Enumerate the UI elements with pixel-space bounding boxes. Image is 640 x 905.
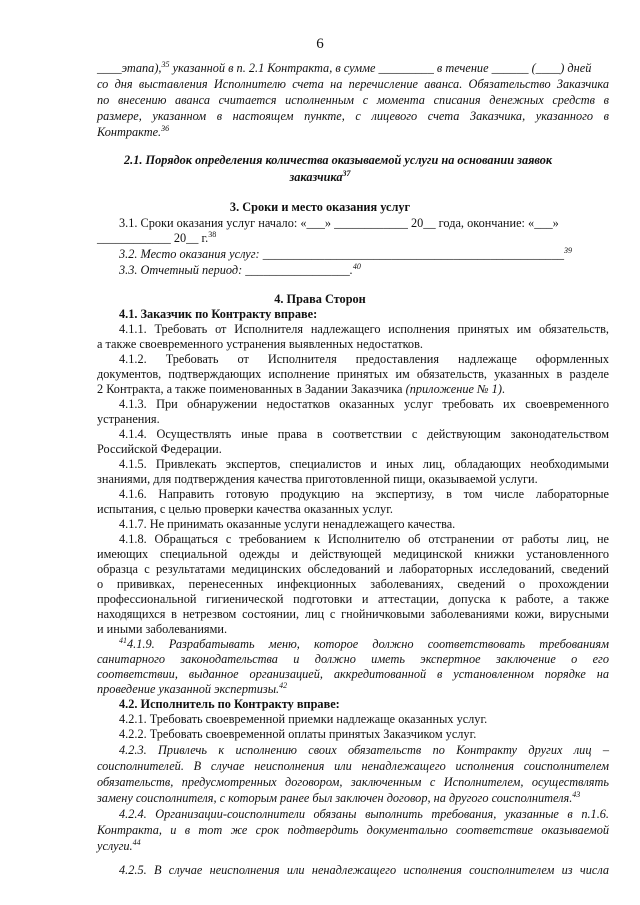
text-span: 4.1.8. Обращаться с требованием к Исполнителю об отстранении от работы лиц, не — [119, 532, 609, 546]
text-span: обязательств, предусмотренных договором, заключенным с Исполнителем, осуществлять — [97, 775, 609, 789]
text-span: 4.1.5. Привлекать экспертов, специалистов и иных лиц, обладающих необходимыми — [119, 457, 609, 471]
text-span: 2 Контракта, а также поименованных в Задании Заказчика — [97, 382, 406, 396]
text-line — [124, 153, 552, 168]
text-span: ____этапа), — [97, 61, 162, 75]
text-line — [97, 622, 227, 637]
text-span: 2.1. Порядок определения количества оказываемой услуги на основании заявок — [124, 153, 553, 167]
text-line — [97, 472, 538, 487]
footnote-marker: 43 — [572, 790, 581, 799]
text-line — [119, 807, 609, 822]
text-line — [97, 502, 393, 517]
text-line — [97, 382, 505, 397]
text-line — [97, 652, 609, 667]
text-span: о прививках, перенесенных инфекционных заболеваниях, сведений о прохождении — [97, 577, 609, 591]
text-span: а также своевременного устранения выявленных недостатков. — [97, 337, 423, 351]
footnote-marker: 40 — [352, 262, 361, 271]
text-span: со дня выставления Исполнителю счета на перечисление аванса. Обязательство Заказчика — [97, 77, 609, 91]
footnote-marker: 44 — [132, 838, 141, 847]
text-span: указанной в п. 2.1 Контракта, в сумме _________ в течение ______ (____) дней — [169, 61, 592, 75]
text-line — [119, 697, 340, 712]
text-span: заказчика — [289, 170, 343, 184]
text-span: Контракте. — [97, 125, 162, 139]
text-line — [119, 743, 609, 758]
text-line — [119, 427, 609, 442]
text-span: размере, указанном в настоящем пункте, с лицевого счета Заказчика, указанного в — [97, 109, 609, 123]
text-span: услуги. — [97, 839, 133, 853]
text-span: 4.2.2. Требовать своевременной оплаты принятых Заказчиком услуг. — [119, 727, 477, 741]
text-line — [97, 839, 141, 854]
text-span: проведение указанной экспертизы. — [97, 682, 280, 696]
text-line — [97, 667, 609, 682]
text-line — [119, 216, 559, 231]
text-line — [97, 77, 609, 92]
text-line — [0, 200, 640, 215]
text-line — [119, 352, 609, 367]
text-span: Контракта, и в тот же срок подтвердить документально соответствие оказываемой — [97, 823, 609, 837]
text-line — [119, 307, 317, 322]
text-span: 4.2. Исполнитель по Контракту вправе: — [119, 697, 340, 711]
text-line — [119, 863, 609, 878]
text-line — [97, 759, 609, 774]
text-line — [119, 397, 609, 412]
footnote-marker: 35 — [161, 60, 170, 69]
text-span: 3.1. Сроки оказания услуг начало: «___» ____________ 20__ года, окончание: «___» — [119, 216, 559, 230]
text-line — [97, 592, 609, 607]
text-span: 4.1.6. Направить готовую продукцию на экспертизу, в том числе лабораторные — [119, 487, 609, 501]
text-span: 3. Сроки и место оказания услуг — [229, 200, 411, 214]
text-span: 4.1. Заказчик по Контракту вправе: — [119, 307, 318, 321]
text-line — [97, 791, 580, 806]
text-span: ____________ 20__ г. — [97, 231, 209, 245]
text-line — [119, 457, 609, 472]
text-span: 3.2. Место оказания услуг: _________________________________________________ — [119, 247, 564, 261]
text-span: соответствии, выданное организацией, аккредитованной в установленном порядке на — [97, 667, 609, 681]
text-line — [97, 442, 222, 457]
text-span: 4. Права Сторон — [274, 292, 366, 306]
text-line — [119, 532, 609, 547]
text-span: и иными заболеваниями. — [97, 622, 228, 636]
footnote-marker: 36 — [161, 124, 170, 133]
text-line — [97, 125, 169, 140]
text-span: устранения. — [97, 412, 160, 426]
text-span: 4.1.9. Разрабатывать меню, которое должно соответствовать требованиям — [127, 637, 609, 651]
text-line — [97, 775, 609, 790]
text-span: (приложение № 1) — [405, 382, 502, 396]
footnote-marker: 39 — [564, 246, 572, 255]
text-line — [97, 547, 609, 562]
text-line — [119, 727, 476, 742]
text-span: испытания, с целью проверки качества оказанных услуг. — [97, 502, 393, 516]
text-line — [97, 412, 160, 427]
footnote-marker: 38 — [208, 230, 217, 239]
text-span: 4.1.7. Не принимать оказанные услуги ненадлежащего качества. — [119, 517, 456, 531]
text-span: находящихся в нетрезвом состоянии, лиц с гнойничковыми заболеваниями кожи, вирусными — [97, 607, 609, 621]
text-span: 3.3. Отчетный период: _________________. — [119, 263, 353, 277]
text-line — [119, 637, 609, 652]
text-line — [97, 231, 216, 246]
text-span: 4.1.4. Осуществлять иные права в соответствии с действующим законодательством — [119, 427, 609, 441]
footnote-marker: 42 — [279, 681, 288, 690]
text-span: имеющих специальной одежды и действующей медицинской книжки установленного — [97, 547, 609, 561]
text-line — [97, 109, 609, 124]
text-line — [0, 292, 640, 307]
text-span: 4.2.4. Организации-соисполнители обязаны выполнить требования, указанные в п.1.6. — [119, 807, 609, 821]
text-span: 4.2.3. Привлечь к исполнению своих обязательств по Контракту других лиц – — [119, 743, 609, 757]
text-line — [97, 823, 609, 838]
text-span: санитарного законодательства и должно иметь экспертное заключение о его — [97, 652, 609, 666]
text-line — [97, 607, 609, 622]
text-span: . — [501, 382, 505, 396]
text-span: 4.1.3. При обнаружении недостатков оказанных услуг требовать их своевременного — [119, 397, 609, 411]
text-line — [0, 170, 640, 185]
text-line — [97, 562, 609, 577]
footnote-marker: 37 — [342, 169, 351, 178]
footnote-marker: 41 — [119, 636, 127, 645]
text-span: соисполнителей. В случае неисполнения или ненадлежащего исполнения соисполнителем — [97, 759, 609, 773]
text-span: образца с результатами медицинских обследований и лабораторных исследований, сведений — [97, 562, 609, 576]
text-line — [119, 712, 487, 727]
text-span: профессиональной гигиенической подготовки и аттестации, допуска к работе, а также — [97, 592, 609, 606]
text-span: по внесению аванса считается исполненным с момента списания денежных средств в — [97, 93, 609, 107]
text-line — [97, 93, 609, 108]
text-span: 4.2.1. Требовать своевременной приемки надлежаще оказанных услуг. — [119, 712, 488, 726]
text-span: 4.1.2. Требовать от Исполнителя предоставления надлежаще оформленных — [119, 352, 609, 366]
text-span: замену соисполнителя, с которым ранее был заключен договор, на другого соисполнителя. — [97, 791, 573, 805]
text-line — [97, 367, 609, 382]
text-line — [97, 577, 609, 592]
text-line — [119, 263, 361, 278]
text-line — [119, 487, 609, 502]
text-span: Российской Федерации. — [97, 442, 222, 456]
text-line — [97, 337, 423, 352]
text-span: 4.2.5. В случае неисполнения или ненадлежащего исполнения соисполнителем из числа — [119, 863, 609, 877]
text-line — [119, 322, 609, 337]
text-span: 4.1.1. Требовать от Исполнителя надлежащего исполнения принятых им обязательств, — [119, 322, 609, 336]
text-line — [97, 61, 591, 76]
page-number: 6 — [316, 36, 324, 52]
text-line — [97, 682, 287, 697]
text-line — [119, 517, 455, 532]
text-line — [119, 247, 572, 262]
text-span: документов, подтверждающих исполнение принятых им обязательств, указанных в разделе — [97, 367, 609, 381]
text-span: знаниями, для подтверждения качества приготовленной пищи, оказываемой услуги. — [97, 472, 538, 486]
